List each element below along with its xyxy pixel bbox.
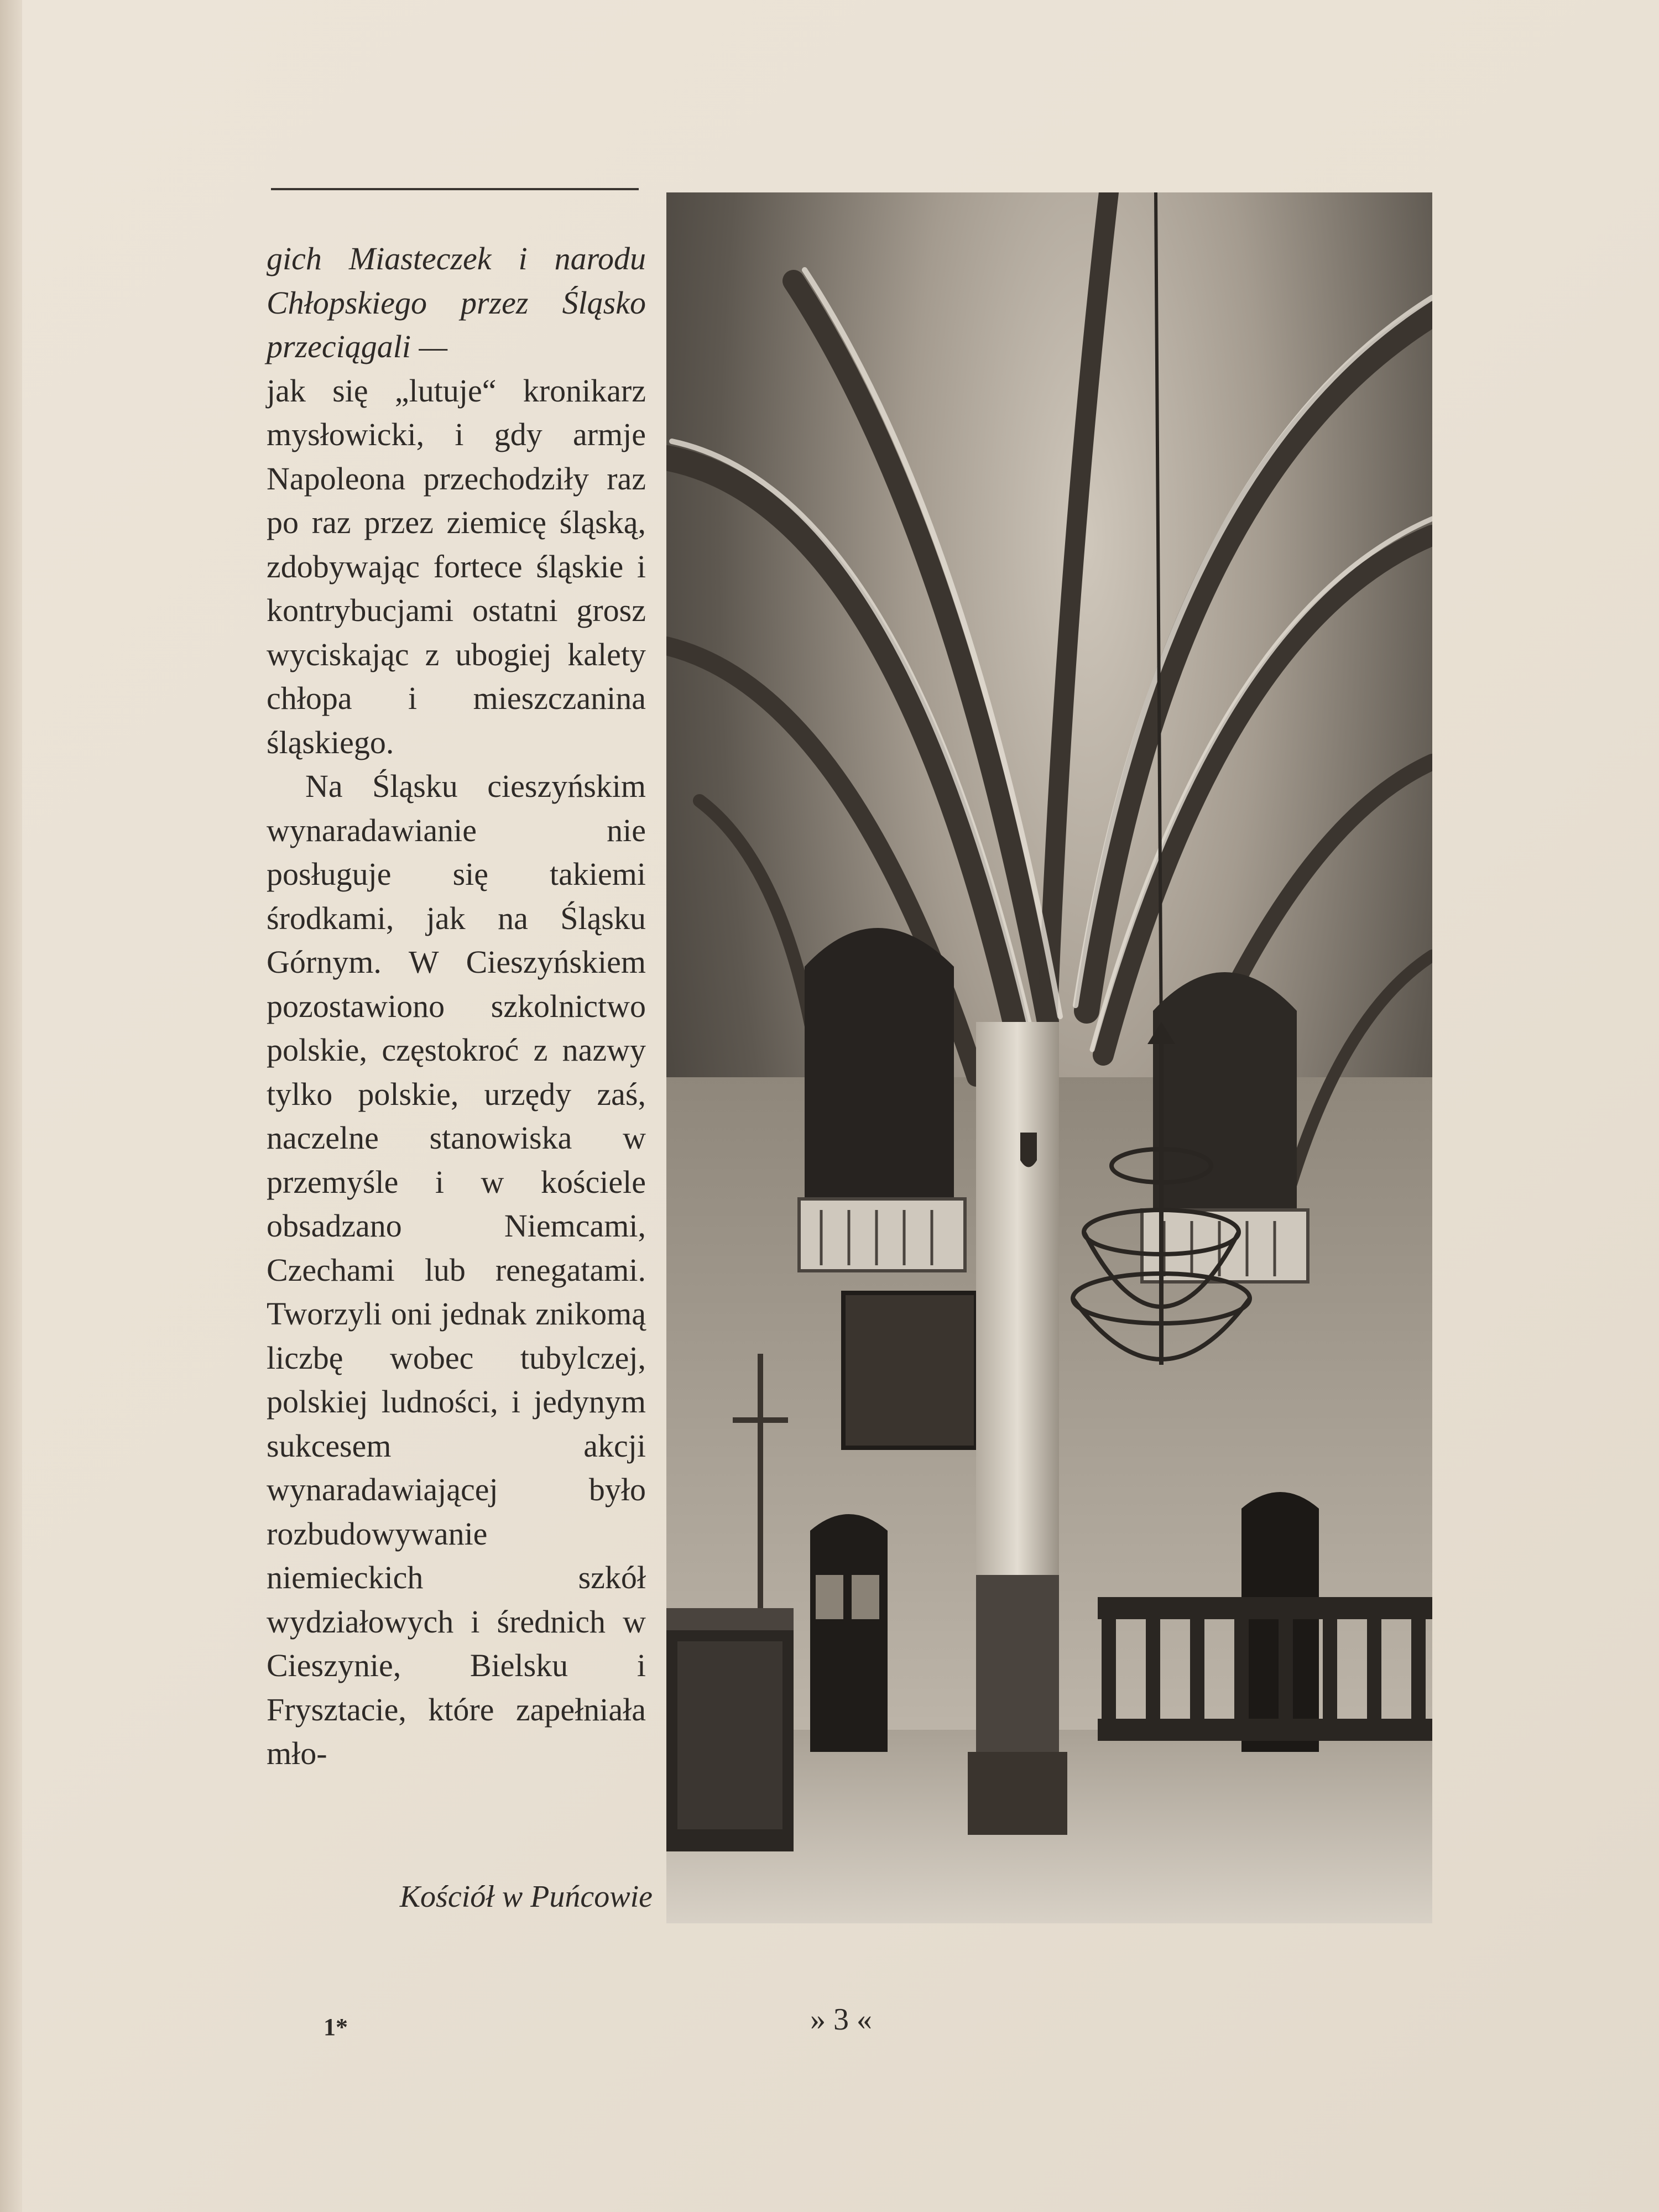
lead-italic-text: gich Miasteczek i narodu Chłopskiego przez Śląsko przeciągali — (267, 241, 646, 364)
signature-mark: 1* (324, 2013, 348, 2041)
figure-caption: Kościół w Puńcowie (399, 1880, 653, 1914)
church-interior-photo (666, 192, 1432, 1923)
body-text-column (267, 237, 646, 1776)
book-spine-shadow (0, 0, 22, 2212)
paragraph-1: jak się „lutuje“ kronikarz mysłowicki, i gdy armje Napoleona przechodziły raz po raz przez ziemicę śląską, zdobywając fortece śląskie i kontrybucjami ostatni grosz wyciskając z ubogiej kalety chłopa i mieszczanina śląskiego. (267, 372, 646, 760)
column-top-rule (271, 188, 639, 190)
paragraph-2: Na Śląsku cieszyńskim wynaradawianie nie posługuje się takiemi środkami, jak na Śląsku Górnym. W Cieszyńskiem pozostawiono szkolnictwo polskie, częstokroć z nazwy tylko polskie, urzędy zaś, naczelne stanowiska w przemyśle i w kościele obsadzano Niemcami, Czechami lub renegatami. Tworzyli oni jednak znikomą liczbę wobec tubylczej, polskiej ludności, i jedynym sukcesem akcji wynaradawiającej było rozbudowywanie niemieckich szkół wydziałowych i średnich w Cieszynie, Bielsku i Frysztacie, które zapełniała mło- (267, 768, 646, 1771)
page-number: » 3 « (810, 2002, 872, 2037)
